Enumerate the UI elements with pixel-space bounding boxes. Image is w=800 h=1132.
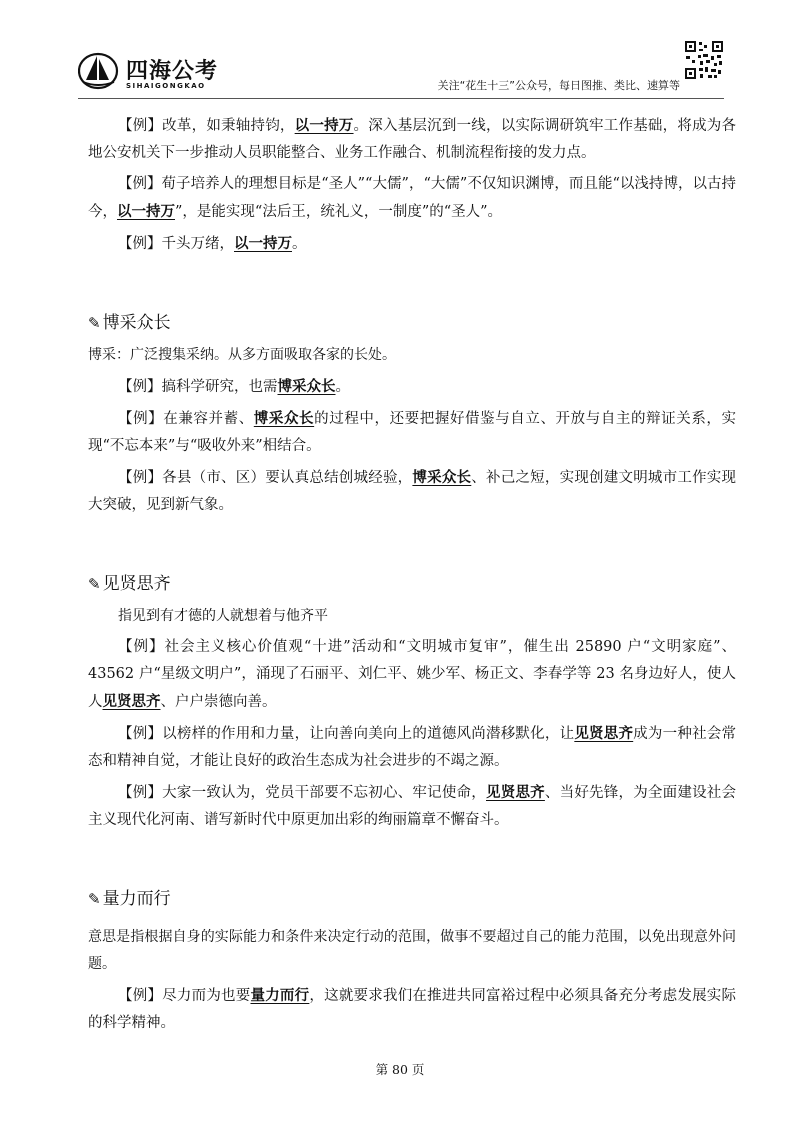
definition-text: 指见到有才德的人就想着与他齐平 (118, 608, 328, 624)
section-title: ✎ 见贤思齐 (88, 574, 171, 594)
example-paragraph: 【例】千头万绪，以一持万。 (118, 235, 307, 252)
logo-text: 四海公考 (126, 59, 219, 84)
page-number: 第 80 页 (375, 1062, 425, 1077)
pencil-icon: ✎ (88, 314, 101, 332)
example-paragraph: 【例】各县（市、区）要认真总结创城经验，博采众长、补己之短，实现创建文明城市工作实现大突破，见到新气象。 (88, 469, 737, 513)
idiom-keyword: 博采众长 (412, 469, 472, 486)
idiom-keyword: 博采众长 (277, 378, 336, 395)
example-paragraph: 【例】改革，如秉轴持钧，以一持万。深入基层沉到一线，以实际调研筑牢工作基础，将成为各地公安机关下一步推动人员职能整合、业务工作融合、机制流程衔接的发力点。 (88, 117, 737, 161)
sihai-logo (78, 50, 248, 94)
example-paragraph: 【例】搞科学研究，也需博采众长。 (118, 378, 350, 395)
sailboat-logo-icon (78, 50, 120, 90)
idiom-keyword: 见贤思齐 (574, 725, 634, 742)
definition-text: 博采：广泛搜集采纳。从多方面吸取各家的长处。 (88, 347, 396, 363)
example-paragraph: 【例】在兼容并蓄、博采众长的过程中，还要把握好借鉴与自立、开放与自主的辩证关系，实现“不忘本来”与“吸收外来”相结合。 (88, 410, 737, 454)
page-content (88, 112, 736, 1037)
header-divider (78, 98, 724, 99)
idiom-keyword: 见贤思齐 (486, 784, 545, 801)
example-paragraph: 【例】社会主义核心价值观“十进”活动和“文明城市复审”，催生出 25890 户“文明家庭”、43562 户“星级文明户”，涌现了石丽平、刘仁平、姚少军、杨正文、李春学等 23 名身边好人，使人人见贤思齐、户户崇德向善。 (88, 639, 736, 710)
idiom-keyword: 量力而行 (250, 987, 310, 1004)
idiom-keyword: 以一持万 (234, 235, 292, 252)
example-paragraph: 【例】以榜样的作用和力量，让向善向美向上的道德风尚潜移默化，让见贤思齐成为一种社会常态和精神自觉，才能让良好的政治生态成为社会进步的不竭之源。 (88, 725, 737, 769)
example-paragraph: 【例】荀子培养人的理想目标是“圣人”“大儒”，“大儒”不仅知识渊博，而且能“以浅持博，以古持今，以一持万”，是能实现“法后王，统礼义，一制度”的“圣人”。 (88, 176, 736, 220)
section-title: ✎ 博采众长 (88, 313, 171, 333)
idiom-keyword: 见贤思齐 (102, 693, 161, 710)
definition-text: 意思是指根据自身的实际能力和条件来决定行动的范围，做事不要超过自己的能力范围，以免出现意外问题。 (88, 929, 736, 972)
qr-code-icon (684, 40, 724, 80)
pencil-icon: ✎ (88, 575, 101, 593)
idiom-keyword: 博采众长 (253, 410, 315, 427)
section-title: ✎ 量力而行 (88, 889, 171, 909)
example-paragraph: 【例】尽力而为也要量力而行，这就要求我们在推进共同富裕过程中必须具备充分考虑发展实际的科学精神。 (88, 987, 737, 1031)
page-header (78, 40, 724, 98)
idiom-keyword: 以一持万 (117, 203, 175, 220)
pencil-icon: ✎ (88, 890, 101, 908)
idiom-keyword: 以一持万 (294, 117, 354, 134)
header-slogan: 关注“花生十三”公众号，每日图推、类比、速算等 (437, 79, 680, 92)
example-paragraph: 【例】大家一致认为，党员干部要不忘初心、牢记使命，见贤思齐、当好先锋，为全面建设社会主义现代化河南、谱写新时代中原更加出彩的绚丽篇章不懈奋斗。 (88, 784, 737, 828)
logo-subtext: SIHAIGONGKAO (126, 82, 206, 90)
